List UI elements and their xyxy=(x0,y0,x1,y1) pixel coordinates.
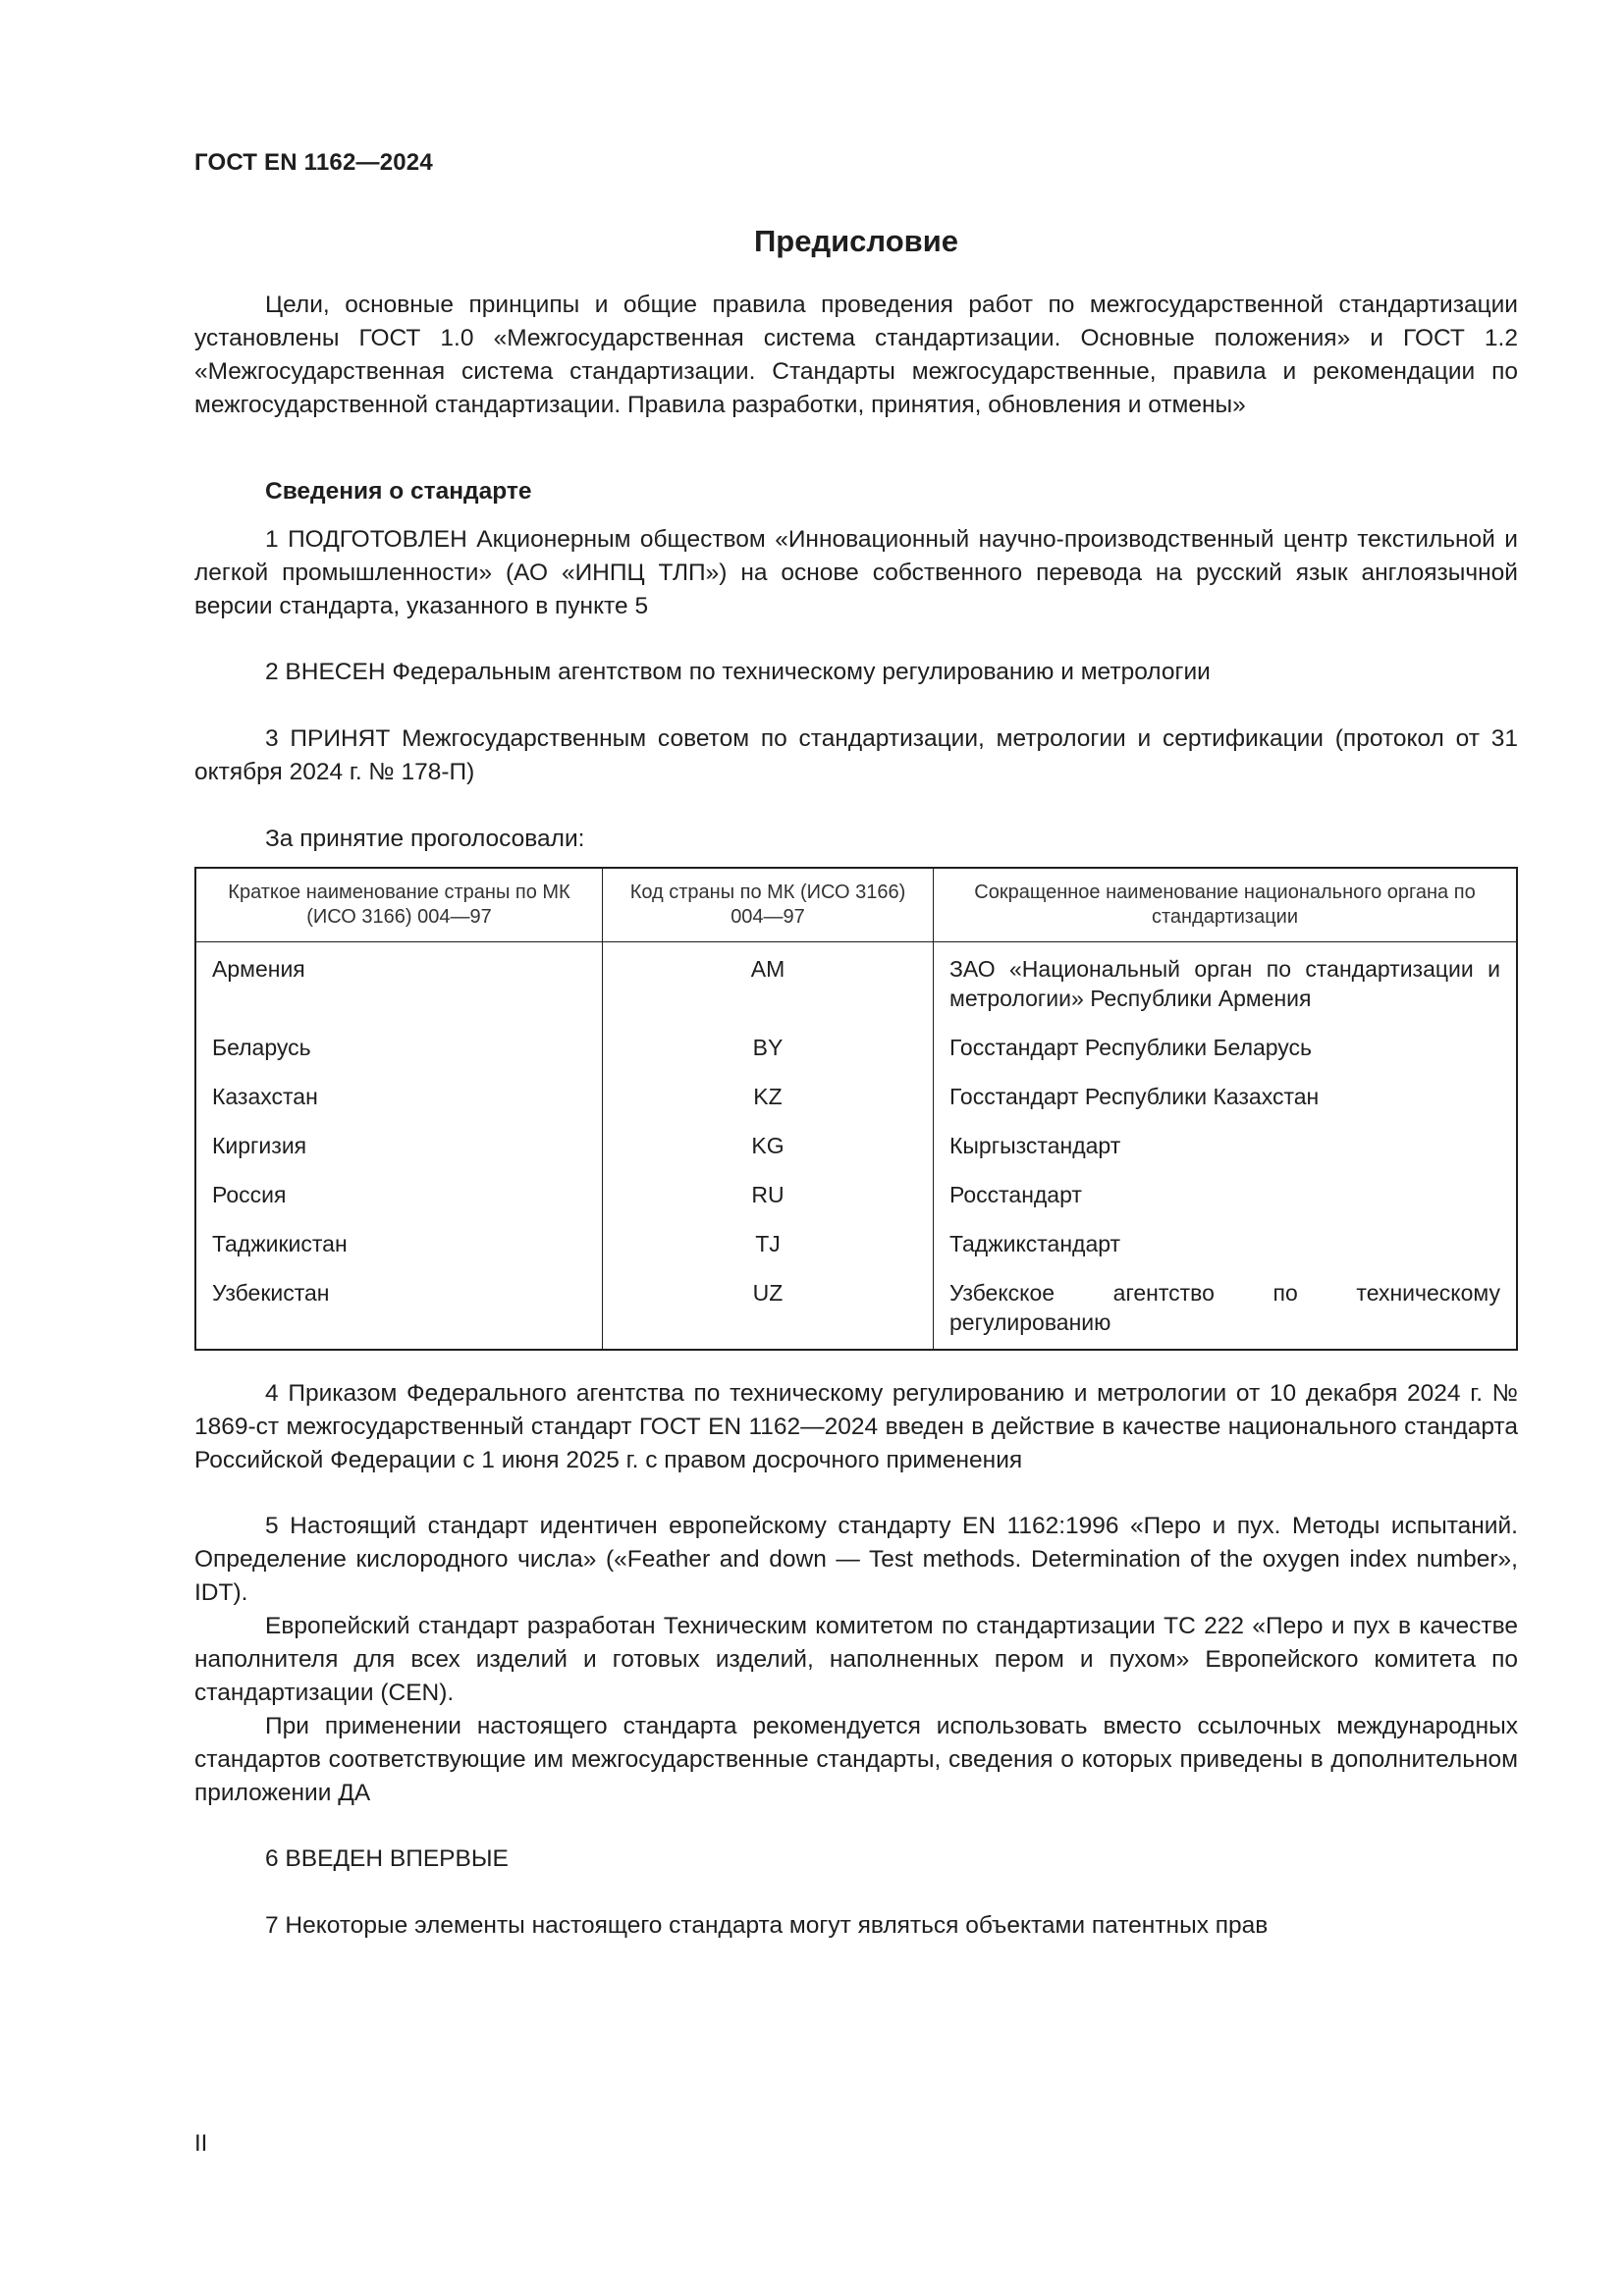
item-7: 7 Некоторые элементы настоящего стандарта могут являться объектами патентных прав xyxy=(265,1912,1269,1939)
table-row xyxy=(195,1173,1517,1222)
page-number: II xyxy=(194,2130,208,2157)
cell-organization: Росстандарт xyxy=(934,1173,1518,1222)
cell-organization: Госстандарт Республики Казахстан xyxy=(934,1075,1518,1124)
table-row xyxy=(195,1124,1517,1173)
page-title: Предисловие xyxy=(753,224,958,258)
item-5-references: При применении настоящего стандарта рекомендуется использовать вместо ссылочных международных стандартов соответствующие им межгосударственные стандарты, сведения о которых приведены в дополнительном приложении ДА xyxy=(194,1713,1518,1806)
vote-intro: За принятие проголосовали: xyxy=(265,826,585,852)
item-5-committee: Европейский стандарт разработан Техническим комитетом по стандартизации TC 222 «Перо и пух в качестве наполнителя для всех изделий и готовых изделий, наполненных пером и пухом» Европейского комитета по стандартизации (CEN). xyxy=(194,1613,1518,1706)
document-id: ГОСТ EN 1162—2024 xyxy=(194,149,433,176)
cell-country: Россия xyxy=(195,1173,603,1222)
intro-paragraph: Цели, основные принципы и общие правила проведения работ по межгосударственной стандартизации установлены ГОСТ 1.0 «Межгосударственная система стандартизации. Основные положения» и ГОСТ 1.2 «Межгосударственная система стандартизации. Стандарты межгосударственные, правила и рекомендации по межгосударственной стандартизации. Правила разработки, принятия, обновления и отмены» xyxy=(194,292,1518,418)
cell-country: Таджикистан xyxy=(195,1222,603,1271)
cell-country: Казахстан xyxy=(195,1075,603,1124)
item-3: 3 ПРИНЯТ Межгосударственным советом по стандартизации, метрологии и сертификации (протокол от 31 октября 2024 г. № 178-П) xyxy=(194,725,1518,785)
header-country: Краткое наименование страны по МК (ИСО 3166) 004—97 xyxy=(195,868,603,942)
voting-table xyxy=(194,867,1518,1351)
table-row xyxy=(195,1075,1517,1124)
cell-organization: Кыргызстандарт xyxy=(934,1124,1518,1173)
item-1: 1 ПОДГОТОВЛЕН Акционерным обществом «Инновационный научно-производственный центр текстильной и легкой промышленности» (АО «ИНПЦ ТЛП») на основе собственного перевода на русский язык англоязычной версии стандарта, указанного в пункте 5 xyxy=(194,526,1518,619)
cell-code: UZ xyxy=(603,1271,934,1350)
cell-organization: Узбекское агентство по техническому регулированию xyxy=(934,1271,1518,1350)
table-row xyxy=(195,942,1517,1027)
cell-organization: ЗАО «Национальный орган по стандартизации и метрологии» Республики Армения xyxy=(934,942,1518,1027)
cell-country: Киргизия xyxy=(195,1124,603,1173)
cell-code: BY xyxy=(603,1026,934,1075)
header-code: Код страны по МК (ИСО 3166) 004—97 xyxy=(603,868,934,942)
item-5: 5 Настоящий стандарт идентичен европейскому стандарту EN 1162:1996 «Перо и пух. Методы испытаний. Определение кислородного числа» («Feather and down — Test methods. Determination of the oxygen index number», IDT). xyxy=(194,1513,1518,1606)
table-row xyxy=(195,1222,1517,1271)
table-row xyxy=(195,1271,1517,1350)
header-organization: Сокращенное наименование национального органа по стандартизации xyxy=(934,868,1518,942)
cell-code: RU xyxy=(603,1173,934,1222)
section-heading: Сведения о стандарте xyxy=(265,478,532,505)
cell-organization: Госстандарт Республики Беларусь xyxy=(934,1026,1518,1075)
item-2: 2 ВНЕСЕН Федеральным агентством по техническому регулированию и метрологии xyxy=(265,659,1211,685)
table-header-row xyxy=(195,868,1517,942)
cell-code: AM xyxy=(603,942,934,1027)
cell-code: KG xyxy=(603,1124,934,1173)
item-6: 6 ВВЕДЕН ВПЕРВЫЕ xyxy=(265,1845,509,1872)
cell-country: Армения xyxy=(195,942,603,1027)
cell-country: Узбекистан xyxy=(195,1271,603,1350)
cell-organization: Таджикстандарт xyxy=(934,1222,1518,1271)
cell-country: Беларусь xyxy=(195,1026,603,1075)
table-row xyxy=(195,1026,1517,1075)
cell-code: KZ xyxy=(603,1075,934,1124)
cell-code: TJ xyxy=(603,1222,934,1271)
item-4: 4 Приказом Федерального агентства по техническому регулированию и метрологии от 10 декабря 2024 г. № 1869-ст межгосударственный стандарт ГОСТ EN 1162—2024 введен в действие в качестве национального стандарта Российской Федерации с 1 июня 2025 г. с правом досрочного применения xyxy=(194,1380,1518,1473)
